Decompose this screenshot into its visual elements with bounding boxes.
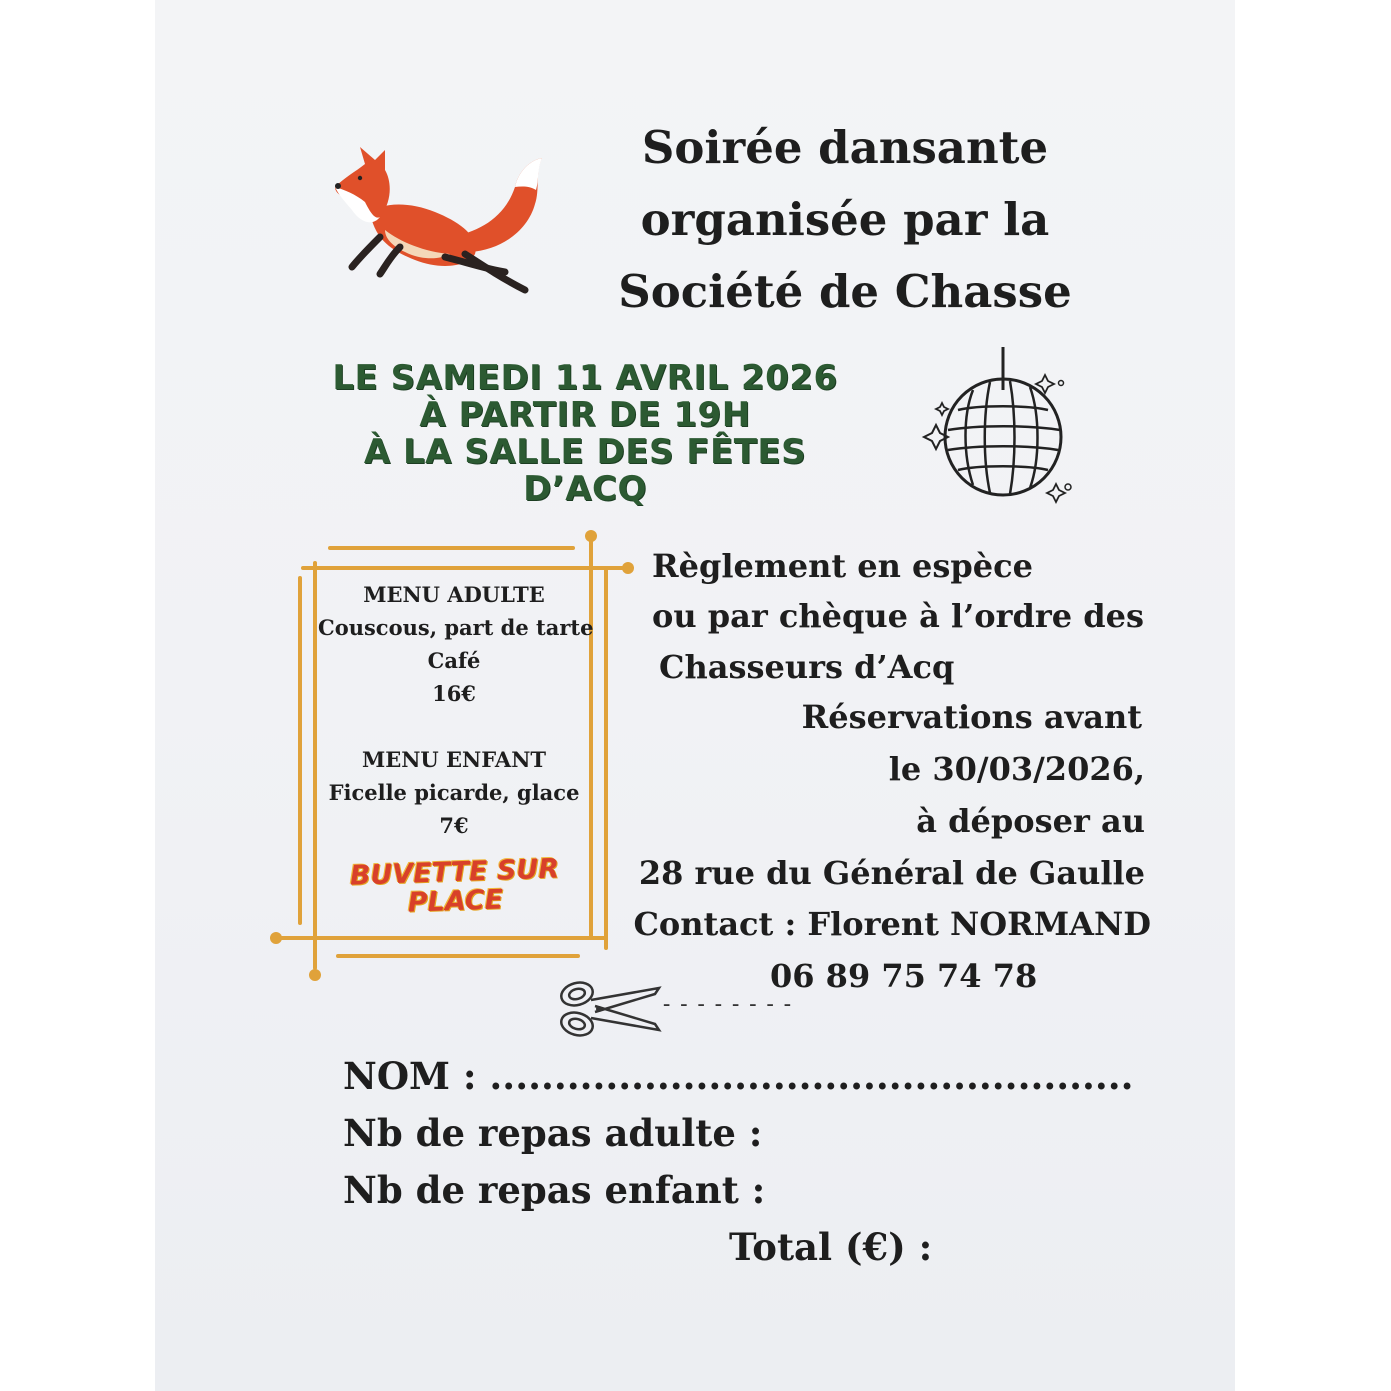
buvette-banner — [329, 854, 581, 921]
contact-phone: 06 89 75 74 78 — [770, 957, 1038, 995]
event-details — [290, 360, 880, 508]
cut-line: -------- — [660, 992, 798, 1017]
reservation-line-1: Réservations avant — [801, 698, 1142, 736]
menu-adult-items: Couscous, part de tarte — [318, 615, 594, 640]
reservation-line-3: à déposer au — [916, 802, 1145, 840]
form-name-field: NOM : .................................................. — [343, 1054, 1134, 1098]
scissors-icon — [555, 978, 665, 1040]
event-date: LE SAMEDI 11 AVRIL 2026 — [332, 358, 838, 398]
buvette-line: BUVETTE SUR — [349, 853, 560, 892]
payment-line-1: Règlement en espèce — [652, 547, 1033, 585]
event-town: D’ACQ — [523, 469, 647, 509]
menu-adult-price: 16€ — [432, 681, 476, 706]
title-line: organisée par la — [640, 193, 1050, 246]
payment-line-2: ou par chèque à l’ordre des — [652, 597, 1144, 635]
reservation-address: 28 rue du Général de Gaulle — [638, 854, 1145, 892]
payment-line-3: Chasseurs d’Acq — [659, 648, 955, 686]
buvette-line: PLACE — [407, 884, 504, 919]
form-adult-meals: Nb de repas adulte : — [343, 1111, 763, 1155]
menu-adult-heading: MENU ADULTE — [363, 582, 545, 607]
form-child-meals: Nb de repas enfant : — [343, 1168, 766, 1212]
flyer-title — [600, 112, 1090, 328]
menu-child-heading: MENU ENFANT — [361, 747, 547, 772]
fox-icon — [330, 142, 545, 297]
menu-child-price: 7€ — [439, 813, 469, 838]
event-time: À PARTIR DE 19H — [419, 395, 751, 435]
contact-name: Contact : Florent NORMAND — [633, 905, 1151, 943]
event-venue: À LA SALLE DES FÊTES — [363, 432, 807, 472]
form-total: Total (€) : — [729, 1225, 933, 1269]
reservation-form — [343, 1048, 1134, 1276]
menu-adult-extra: Café — [427, 648, 481, 673]
disco-ball-icon — [918, 345, 1078, 510]
title-line: Soirée dansante — [641, 121, 1049, 174]
menu-box — [318, 578, 594, 842]
title-line: Société de Chasse — [618, 265, 1072, 318]
reservation-date: le 30/03/2026, — [888, 750, 1145, 788]
menu-child-items: Ficelle picarde, glace — [328, 780, 580, 805]
